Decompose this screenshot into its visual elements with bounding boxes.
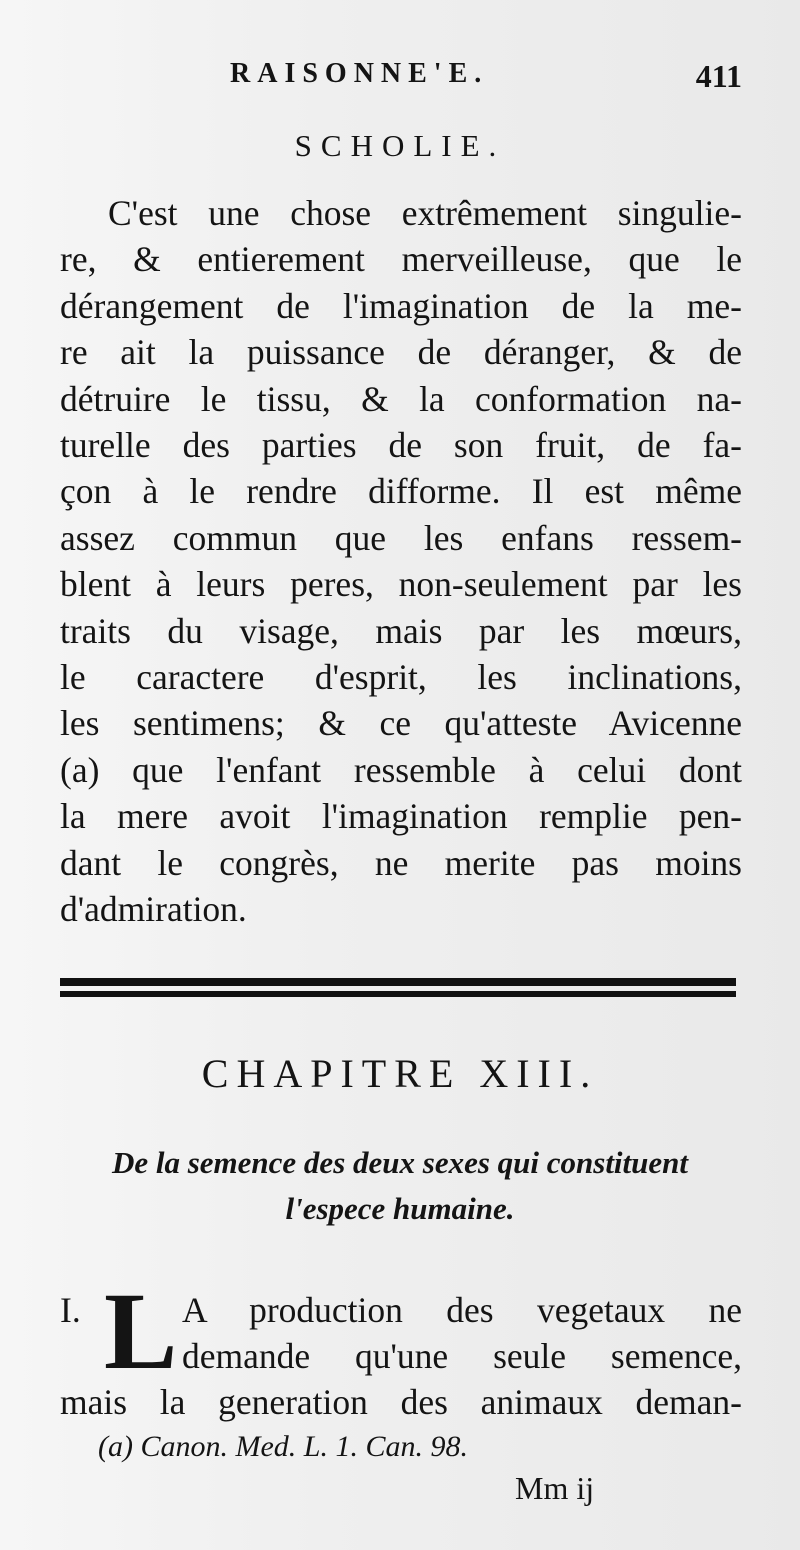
text-line: les sentimens; & ce qu'atteste Avicenne bbox=[60, 703, 742, 744]
double-rule-divider bbox=[60, 978, 736, 1000]
text-line: A production des vegetaux ne bbox=[182, 1290, 742, 1330]
text-line: la mere avoit l'imagination remplie pen- bbox=[60, 796, 742, 837]
subtitle-line: De la semence des deux sexes qui constituent bbox=[111, 1145, 689, 1180]
subtitle-line: l'espece humaine. bbox=[285, 1191, 515, 1226]
chapter-title: CHAPITRE XIII. bbox=[201, 1051, 599, 1096]
section-title: SCHOLIE. bbox=[294, 128, 506, 163]
text-line: traits du visage, mais par les mœurs, bbox=[60, 610, 742, 651]
text-line: assez commun que les enfans ressem- bbox=[60, 517, 742, 558]
page-header bbox=[0, 58, 800, 98]
text-line: dérangement de l'imagination de la me- bbox=[60, 285, 742, 326]
text-line: mais la generation des animaux deman- bbox=[60, 1382, 742, 1422]
text-line: (a) que l'enfant ressemble à celui dont bbox=[60, 749, 742, 790]
text-line: re, & entierement merveilleuse, que le bbox=[60, 239, 742, 280]
drop-cap: L bbox=[104, 1270, 178, 1392]
text-line: le caractere d'esprit, les inclinations, bbox=[60, 657, 742, 698]
text-line: demande qu'une seule semence, bbox=[182, 1336, 742, 1376]
chapter-subtitle bbox=[60, 1140, 740, 1232]
text-line: re ait la puissance de déranger, & de bbox=[60, 332, 742, 373]
footnote: (a) Canon. Med. L. 1. Can. 98. bbox=[98, 1430, 468, 1463]
running-head: RAISONNE'E. bbox=[230, 58, 489, 89]
page-number: 411 bbox=[695, 58, 742, 94]
paragraph-scholie bbox=[60, 190, 742, 933]
rule-thick bbox=[60, 978, 736, 986]
text-line: détruire le tissu, & la conformation na- bbox=[60, 378, 742, 419]
text-line: d'admiration. bbox=[60, 889, 247, 930]
paragraph-number: I. bbox=[60, 1290, 81, 1330]
rule-thin bbox=[60, 991, 736, 997]
paragraph-chapter-opening bbox=[60, 1270, 742, 1425]
text-line: turelle des parties de son fruit, de fa- bbox=[60, 425, 742, 466]
text-line: blent à leurs peres, non-seulement par les bbox=[60, 564, 742, 605]
signature-mark: Mm ij bbox=[515, 1470, 595, 1506]
text-line: C'est une chose extrêmement singulie- bbox=[108, 193, 742, 233]
text-line: dant le congrès, ne merite pas moins bbox=[60, 842, 742, 883]
text-line: çon à le rendre difforme. Il est même bbox=[60, 471, 742, 512]
